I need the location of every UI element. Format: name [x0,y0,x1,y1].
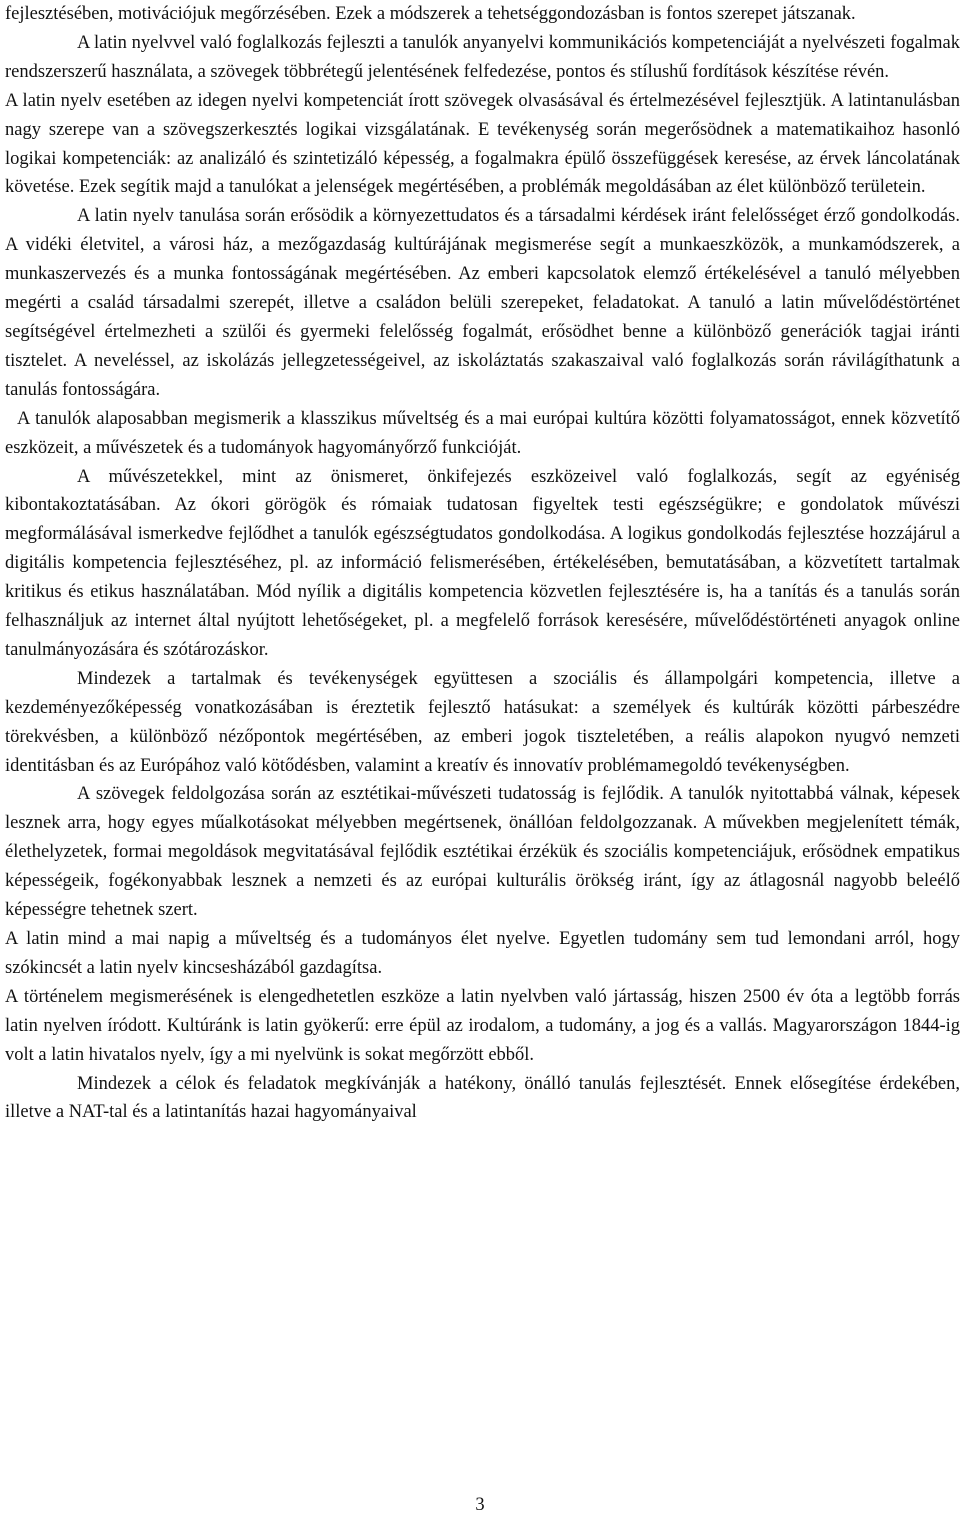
paragraph-native-language-competence: A latin nyelvvel való foglalkozás fejleszti a tanulók anyanyelvi kommunikációs kompetenciáját a nyelvészeti fogalmak rendszerszerű használata, a szövegek többrétegű jelentésének felfedezése, pontos és stílushű fordítások készítése révén. [5,32,960,82]
paragraph-arts-and-digital-competence: A művészetekkel, mint az önismeret, önkifejezés eszközeivel való foglalkozás, segít az egyéniség kibontakoztatásában. Az ókori görögök és rómaiak tudatosan figyeltek testi egészségükre; e gondolatok művészi megformálásával ismerkedve fejlődhet a tanulók egészségtudatos gondolkodása. A logikus gondolkodás fejlesztése hozzájárul a digitális kompetencia fejlesztéséhez, pl. az információ felismerésében, értékelésében, bemutatásában, a közvetített tartalmak kritikus és etikus használatában. Mód nyílik a digitális kompetencia közvetlen fejlesztésére is, ha a tanítás és a tanulás során felhasználjuk az internet által nyújtott lehetőségeket, pl. a megfelelő források keresésére, művelődéstörténeti anyagok online tanulmányozására és szótározáskor. [5,466,960,660]
paragraph-civic-competence: Mindezek a tartalmak és tevékenységek együttesen a szociális és állampolgári kompetencia, illetve a kezdeményezőképesség vonatkozásában is éreztetik fejlesztő hatásukat: a személyek és kultúrák közötti párbeszédre törekvésben, a különböző nézőpontok megértésében, az emberi jogok tiszteletében, a reális alapokon nyugvó nemzeti identitásban és az Európához való kötődésben, valamint a kreatív és innovatív problémamegoldó tevékenységben. [5,668,960,776]
paragraph-foreign-language-competence: A latin nyelv esetében az idegen nyelvi kompetenciát írott szövegek olvasásával és értelmezésével fejlesztjük. A latintanulásban nagy szerepe van a szövegszerkesztés logikai vizsgálatának. E tevékenység során megerősödnek a matematikaihoz hasonló logikai kompetenciák: az analizáló és szintetizáló képesség, a fogalmakra épülő összefüggések keresése, az érvek láncolatának követése. Ezek segítik majd a tanulókat a jelenségek megértésében, a problémák megoldásában az élet különböző területein. [5,90,960,198]
document-page [5,0,960,1127]
page-number: 3 [475,1495,485,1515]
paragraph-goals-and-tasks: Mindezek a célok és feladatok megkívánják a hatékony, önálló tanulás fejlesztését. Ennek elősegítése érdekében, illetve a NAT-tal és a latintanítás hazai hagyományaival [5,1073,960,1123]
paragraph-history: A történelem megismerésének is elengedhetetlen eszköze a latin nyelvben való jártasság, hiszen 2500 év óta a legtöbb forrás latin nyelven íródott. Kultúránk is latin gyökerű: erre épül az irodalom, a tudomány, a jog és a vallás. Magyarországon 1844-ig volt a latin hivatalos nyelv, így a mi nyelvünk is sokat megőrzött ebből. [5,986,960,1065]
paragraph-continuation: fejlesztésében, motivációjuk megőrzésében. Ezek a módszerek a tehetséggondozásban is fontos szerepet játszanak. [5,4,856,24]
paragraph-social-awareness: A latin nyelv tanulása során erősödik a környezettudatos és a társadalmi kérdések iránt felelősséget érző gondolkodás. A vidéki életvitel, a városi ház, a mezőgazdaság kultúrájának megismerése segít a munkaeszközök, a munkamódszerek, a munkaszervezés és a munka fontosságának megértésében. Az emberi kapcsolatok elemző értékelésével a tanuló mélyebben megérti a család társadalmi szerepét, illetve a családon belüli szerepeket, feladatokat. A tanuló a latin művelődéstörténet segítségével értelmezheti a szülői és gyermeki felelősség fogalmát, erősödhet benne a különböző generációk tagjai iránti tisztelet. A neveléssel, az iskolázás jellegzetességeivel, az iskoláztatás szakaszaival való foglalkozás során rávilágíthatunk a tanulás fontosságára. [5,206,960,400]
paragraph-language-of-science: A latin mind a mai napig a műveltség és a tudományos élet nyelve. Egyetlen tudomány sem tud lemondani arról, hogy szókincsét a latin nyelv kincsesházából gazdagítsa. [5,929,960,978]
paragraph-classical-culture: A tanulók alaposabban megismerik a klasszikus műveltség és a mai európai kultúra közötti folyamatosságot, ennek közvetítő eszközeit, a művészetek és a tudományok hagyományőrző funkcióját. [5,408,960,458]
paragraph-aesthetic-awareness: A szövegek feldolgozása során az esztétikai-művészeti tudatosság is fejlődik. A tanulók nyitottabbá válnak, képesek lesznek arra, hogy egyes műalkotásokat mélyebben megértsenek, önállóan feldolgozzanak. A művekben megjelenített témák, élethelyzetek, formai megoldások megvitatásával fejlődik esztétikai érzékük és szociális kompetenciájuk, erősödnek empatikus képességeik, fogékonyabbak lesznek a nemzeti és az európai kulturális örökség iránt, így az átlagosnál nagyobb beleélő képességre tehetnek szert. [5,784,960,921]
